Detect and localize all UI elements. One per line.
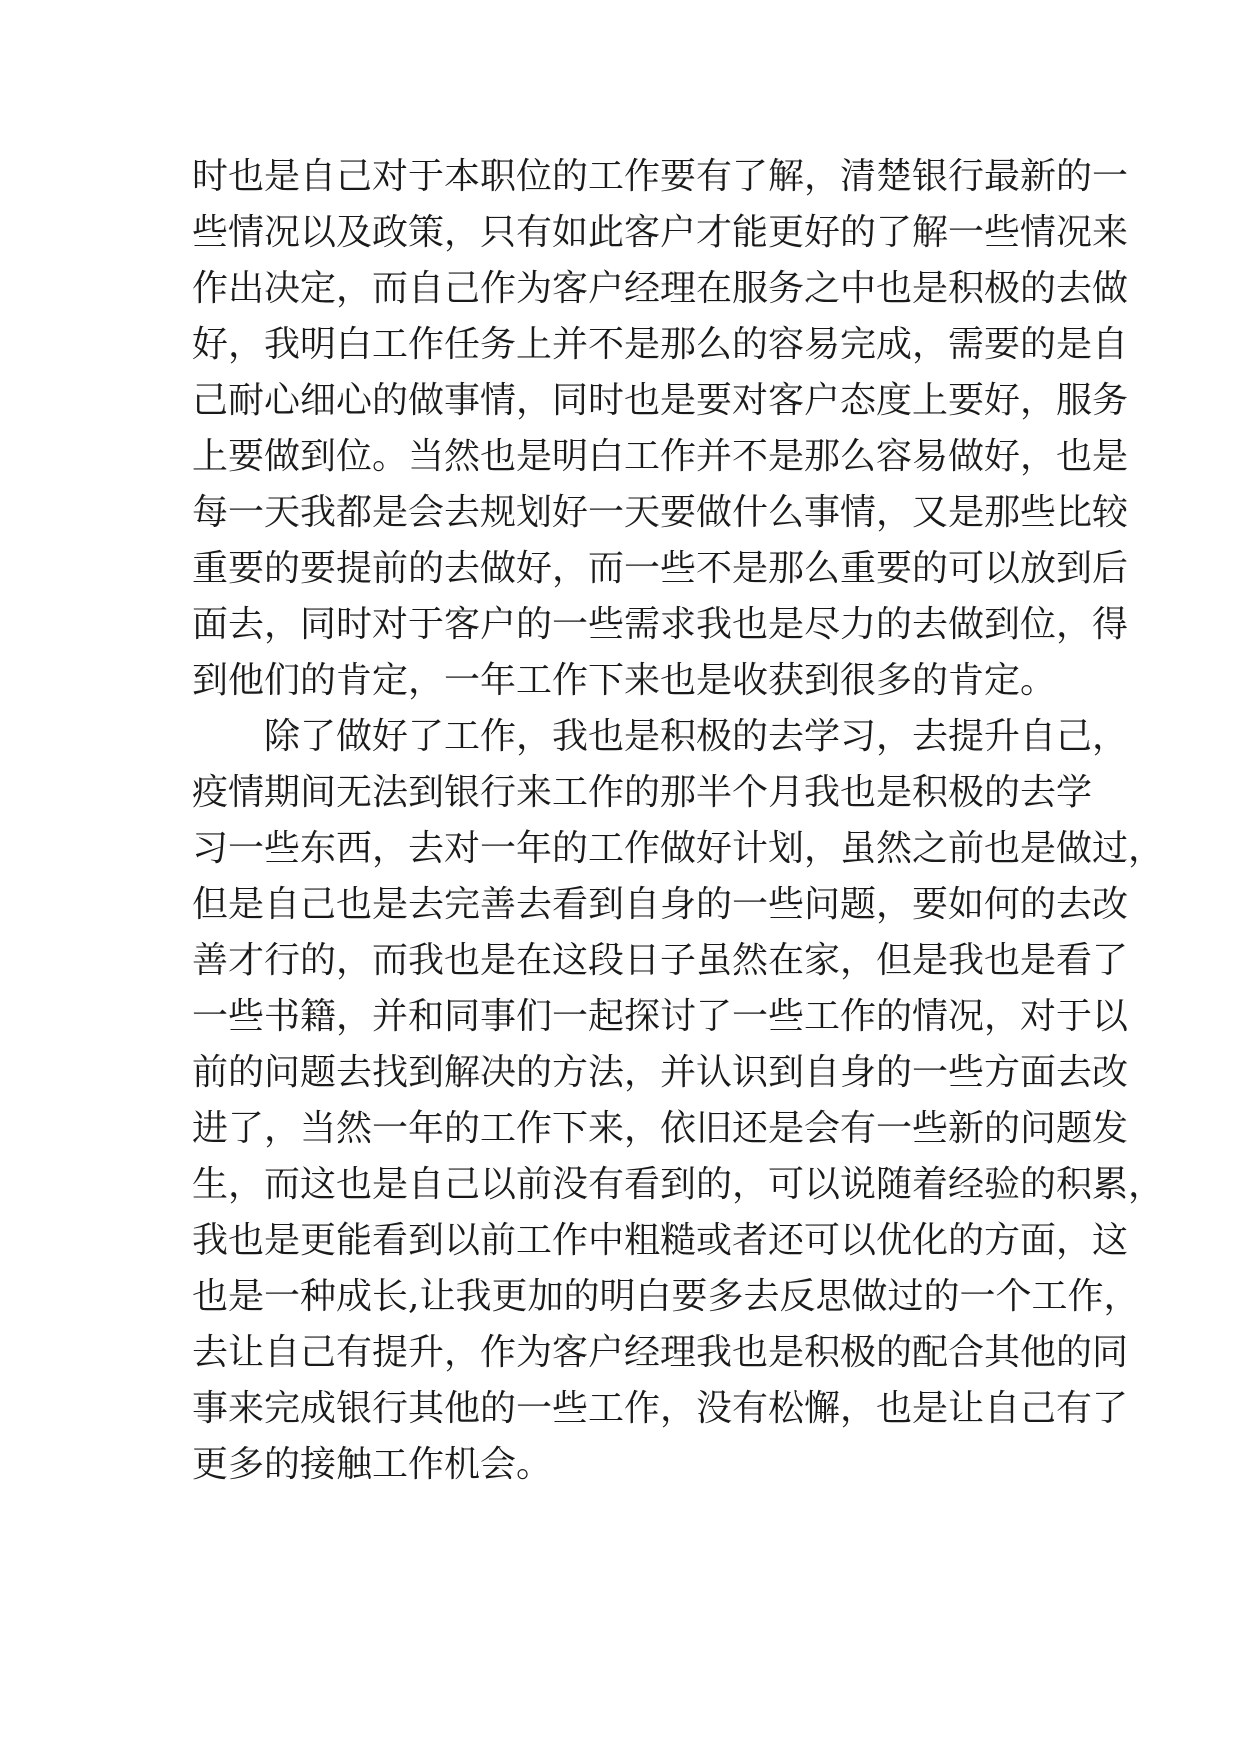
paragraph-2-line-1: 除了做好了工作，我也是积极的去学习，去提升自己， [264,716,1129,757]
paragraph-2-line-3: 习一些东西，去对一年的工作做好计划，虽然之前也是做过， [192,828,1165,869]
paragraph-1-line-2: 些情况以及政策，只有如此客户才能更好的了解一些情况来 [192,212,1129,253]
paragraph-2-line-5: 善才行的，而我也是在这段日子虽然在家，但是我也是看了 [192,940,1129,981]
paragraph-2-line-10: 我也是更能看到以前工作中粗糙或者还可以优化的方面，这 [192,1220,1129,1261]
paragraph-2-line-9: 生，而这也是自己以前没有看到的，可以说随着经验的积累， [192,1164,1165,1205]
paragraph-1-line-8: 重要的要提前的去做好，而一些不是那么重要的可以放到后 [192,548,1129,589]
paragraph-2-line-6: 一些书籍，并和同事们一起探讨了一些工作的情况，对于以 [192,996,1129,1037]
paragraph-2-line-4: 但是自己也是去完善去看到自身的一些问题，要如何的去改 [192,884,1129,925]
paragraph-1-line-6: 上要做到位。当然也是明白工作并不是那么容易做好，也是 [192,436,1129,477]
paragraph-1-line-1: 时也是自己对于本职位的工作要有了解，清楚银行最新的一 [192,156,1129,197]
paragraph-1-line-9: 面去，同时对于客户的一些需求我也是尽力的去做到位，得 [192,604,1129,645]
paragraph-1-line-5: 己耐心细心的做事情，同时也是要对客户态度上要好，服务 [192,380,1129,421]
paragraph-2-line-8: 进了，当然一年的工作下来，依旧还是会有一些新的问题发 [192,1108,1129,1149]
paragraph-2-line-14: 更多的接触工作机会。 [192,1444,553,1485]
paragraph-1-line-10: 到他们的肯定，一年工作下来也是收获到很多的肯定。 [192,660,1057,701]
paragraph-2-line-2: 疫情期间无法到银行来工作的那半个月我也是积极的去学 [192,772,1093,813]
paragraph-2-line-7: 前的问题去找到解决的方法，并认识到自身的一些方面去改 [192,1052,1129,1093]
paragraph-1-line-7: 每一天我都是会去规划好一天要做什么事情，又是那些比较 [192,492,1129,533]
paragraph-2-line-12: 去让自己有提升，作为客户经理我也是积极的配合其他的同 [192,1332,1129,1373]
paragraph-2-line-11: 也是一种成长,让我更加的明白要多去反思做过的一个工作， [192,1276,1140,1317]
paragraph-1-line-3: 作出决定，而自己作为客户经理在服务之中也是积极的去做 [192,268,1129,309]
paragraph-1-line-4: 好，我明白工作任务上并不是那么的容易完成，需要的是自 [192,324,1129,365]
paragraph-2-line-13: 事来完成银行其他的一些工作，没有松懈，也是让自己有了 [192,1388,1129,1429]
